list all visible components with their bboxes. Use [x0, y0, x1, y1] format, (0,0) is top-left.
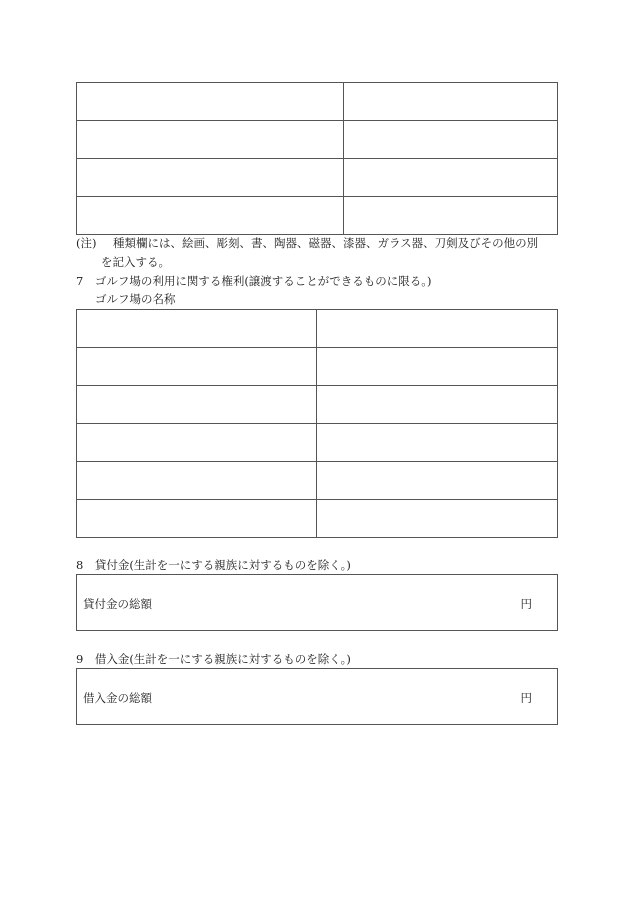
golf-name-label: ゴルフ場の名称	[95, 292, 176, 306]
loans-total-label: 貸付金の総額	[83, 597, 152, 611]
table-cell[interactable]	[317, 348, 558, 386]
borrowings-total-box[interactable]	[76, 668, 558, 725]
table-row	[77, 310, 558, 348]
table-cell[interactable]	[317, 500, 558, 538]
golf-table	[76, 309, 558, 538]
table-cell[interactable]	[344, 83, 558, 121]
table-cell[interactable]	[77, 121, 344, 159]
table-row	[77, 159, 558, 197]
yen-unit: 円	[520, 691, 532, 705]
table-cell[interactable]	[77, 348, 317, 386]
table-row	[77, 83, 558, 121]
table-row	[77, 348, 558, 386]
borrowings-heading: 9 借入金(生計を一にする親族に対するものを除く。)	[76, 652, 351, 666]
table-cell[interactable]	[344, 197, 558, 235]
note-line-2: を記入する。	[101, 255, 170, 269]
yen-unit: 円	[520, 597, 532, 611]
table-cell[interactable]	[77, 462, 317, 500]
table-cell[interactable]	[77, 500, 317, 538]
table-cell[interactable]	[344, 121, 558, 159]
table-cell[interactable]	[77, 310, 317, 348]
table-cell[interactable]	[77, 424, 317, 462]
table-cell[interactable]	[317, 310, 558, 348]
table-cell[interactable]	[77, 159, 344, 197]
art-table	[76, 82, 558, 235]
note-prefix: (注)	[76, 236, 97, 250]
loans-total-box[interactable]	[76, 574, 558, 631]
table-cell[interactable]	[77, 83, 344, 121]
table-cell[interactable]	[77, 386, 317, 424]
table-row	[77, 197, 558, 235]
table-row	[77, 462, 558, 500]
table-cell[interactable]	[77, 197, 344, 235]
golf-heading: 7 ゴルフ場の利用に関する権利(譲渡することができるものに限る。)	[76, 274, 432, 288]
table-row	[77, 500, 558, 538]
table-cell[interactable]	[317, 462, 558, 500]
loans-heading: 8 貸付金(生計を一にする親族に対するものを除く。)	[76, 558, 351, 572]
table-cell[interactable]	[317, 386, 558, 424]
table-row	[77, 121, 558, 159]
note-line-1: 種類欄には、絵画、彫刻、書、陶器、磁器、漆器、ガラス器、刀剣及びその他の別	[113, 236, 539, 250]
table-row	[77, 424, 558, 462]
table-row	[77, 386, 558, 424]
borrowings-total-label: 借入金の総額	[83, 691, 152, 705]
table-cell[interactable]	[317, 424, 558, 462]
table-cell[interactable]	[344, 159, 558, 197]
